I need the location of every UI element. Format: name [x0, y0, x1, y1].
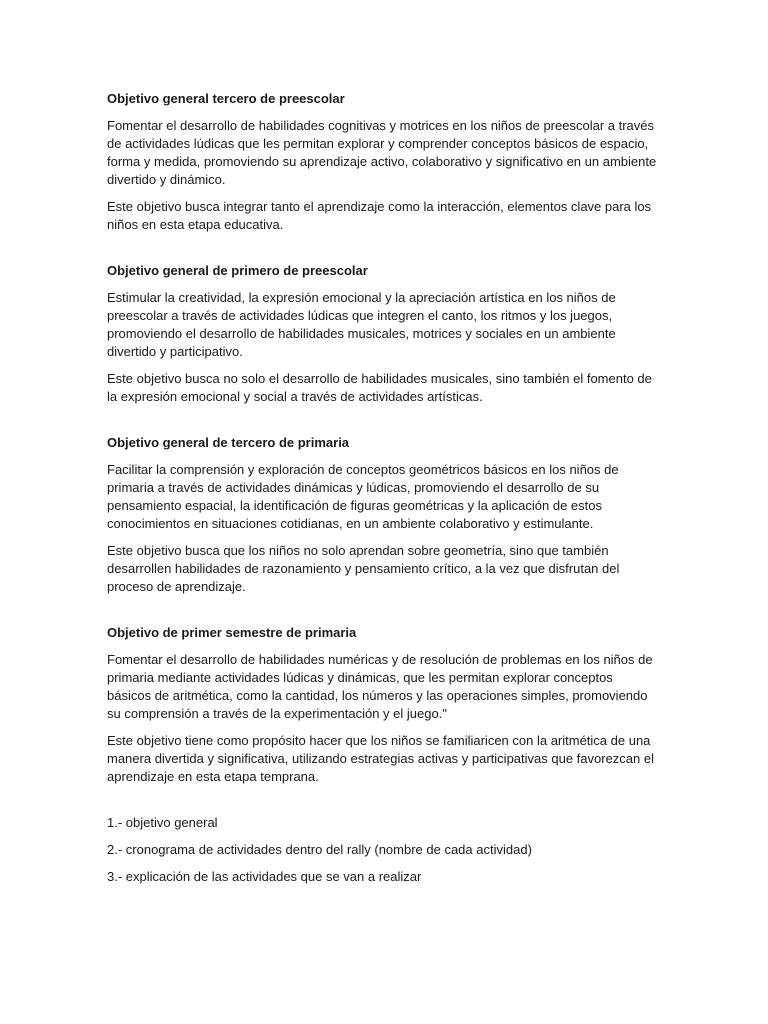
- section-tercero-preescolar: [107, 90, 657, 234]
- document-page: [107, 90, 657, 895]
- list-item: 2.- cronograma de actividades dentro del rally (nombre de cada actividad): [107, 842, 532, 857]
- section-paragraph: Fomentar el desarrollo de habilidades cognitivas y motrices en los niños de preescolar a través de actividades lúdicas que les permitan explorar y comprender conceptos básicos de espacio, forma y medida, promoviendo su aprendizaje activo, colaborativo y significativo en un ambiente divertido y dinámico.: [107, 118, 657, 187]
- section-paragraph: Este objetivo busca que los niños no solo aprendan sobre geometría, sino que también desarrollen habilidades de razonamiento y pensamiento crítico, a la vez que disfrutan del proceso de aprendizaje.: [107, 543, 620, 594]
- section-heading: Objetivo de primer semestre de primaria: [107, 625, 357, 640]
- section-tercero-primaria: [107, 434, 657, 596]
- section-heading: Objetivo general tercero de preescolar: [107, 91, 345, 106]
- section-paragraph: Fomentar el desarrollo de habilidades numéricas y de resolución de problemas en los niños de primaria mediante actividades lúdicas y dinámicas, que les permitan explorar conceptos básicos de aritmética, como la cantidad, los números y las operaciones simples, promoviendo su comprensión a través de la experimentación y el juego.": [107, 652, 653, 721]
- section-paragraph: Este objetivo tiene como propósito hacer que los niños se familiaricen con la aritmética de una manera divertida y significativa, utilizando estrategias activas y participativas que favorezcan el aprendizaje en esta etapa temprana.: [107, 733, 654, 784]
- section-primero-preescolar: [107, 262, 657, 406]
- section-heading: Objetivo general de primero de preescolar: [107, 263, 368, 278]
- section-paragraph: Este objetivo busca no solo el desarrollo de habilidades musicales, sino también el fomento de la expresión emocional y social a través de actividades artísticas.: [107, 371, 652, 404]
- numbered-list: [107, 814, 657, 886]
- section-heading: Objetivo general de tercero de primaria: [107, 435, 350, 450]
- list-item: 1.- objetivo general: [107, 815, 218, 830]
- list-item: 3.- explicación de las actividades que se van a realizar: [107, 869, 422, 884]
- section-paragraph: Estimular la creatividad, la expresión emocional y la apreciación artística en los niños de preescolar a través de actividades lúdicas que integren el canto, los ritmos y los juegos, promoviendo el desarrollo de habilidades musicales, motrices y sociales en un ambiente divertido y participativo.: [107, 290, 616, 359]
- section-paragraph: Este objetivo busca integrar tanto el aprendizaje como la interacción, elementos clave para los niños en esta etapa educativa.: [107, 199, 652, 232]
- section-paragraph: Facilitar la comprensión y exploración de conceptos geométricos básicos en los niños de primaria a través de actividades dinámicas y lúdicas, promoviendo el desarrollo de su pensamiento espacial, la identificación de figuras geométricas y la aplicación de estos conocimientos en situaciones cotidianas, en un ambiente colaborativo y estimulante.: [107, 462, 619, 531]
- section-primer-semestre-primaria: [107, 624, 657, 786]
